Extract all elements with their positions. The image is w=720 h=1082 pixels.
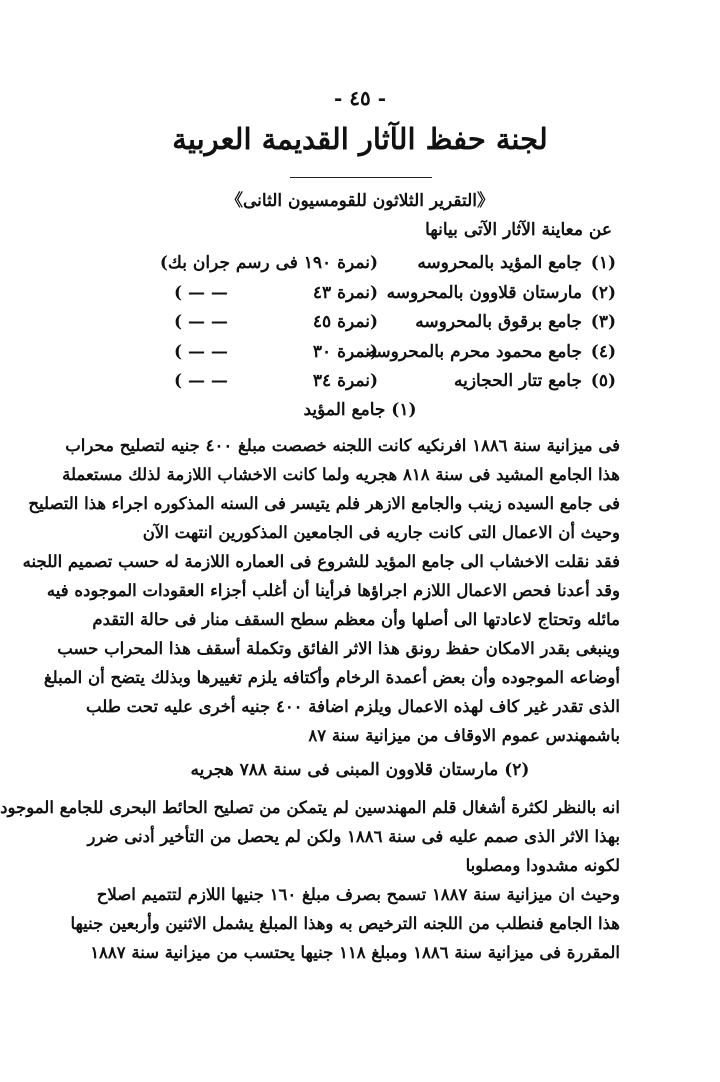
item-reference: (نمرة ٣٠ [312,341,378,362]
list-item [174,282,616,313]
text-line: بهذا الاثر الذى صمم عليه فى سنة ١٨٨٦ ولكن لم يحصل من التأخير أدنى ضرر [87,827,620,846]
text-line: لكونه مشدودا ومصلوبا [465,856,620,875]
list-item [159,253,616,283]
list-item [174,371,616,401]
item-number: (٢) [590,282,616,303]
text-line: وقد أعدنا فحص الاعمال اللازم اجراؤها فرأينا أن أغلب أجزاء العقودات الموجوده فيه [46,581,620,600]
section-body-qalawun-1 [0,793,620,880]
item-reference: (نمرة ٤٥ [312,312,378,332]
item-number: (٣) [590,312,616,332]
page-number: - ٤٥ - [333,86,386,110]
text-line: فى جامع السيده زينب والجامع الازهر فلم يتيسر فى السنه المذكوره اجراء هذا التصليح [28,494,620,513]
text-line: وينبغى بقدر الامكان حفظ رونق هذا الاثر الفائق وتكملة أسقف هذا المحراب حسب [57,639,620,658]
text-line: فقد نقلت الاخشاب الى جامع المؤيد للشروع فى العماره اللازمة له حسب تصميم اللجنه [22,552,620,571]
item-reference: (نمرة ٣٤ [312,371,378,391]
section-heading-qalawun: (٢) مارستان قلاوون المبنى فى سنة ٧٨٨ هجريه [190,760,530,780]
title-underline [290,177,432,178]
text-line: الذى تقدر غير كاف لهذه الاعمال ويلزم اضافة ٤٠٠ جنيه أخرى عليه تحت طلب [86,697,620,716]
text-line: باشمهندس عموم الاوقاف من ميزانية سنة ٨٧ [308,726,620,745]
item-name: جامع محمود محرم بالمحروسه [367,341,582,362]
text-line: وحيث أن الاعمال التى كانت جاريه فى الجامعين المذكورين انتهت الآن [142,523,620,542]
text-line: هذا الجامع المشيد فى سنة ٨١٨ هجريه ولما كانت الاخشاب اللازمة لذلك مستعملة [62,465,620,484]
item-reference: (نمرة ٤٣ [312,282,378,303]
text-line: انه بالنظر لكثرة أشغال قلم المهندسين لم يتمكن من تصليح الحائط البحرى للجامع الموجود [0,798,620,817]
text-line: مائله وتحتاج لاعادتها الى أصلها وأن معظم سطح السقف منار فى حالة التقدم [92,610,620,629]
item-name: جامع برقوق بالمحروسه [415,312,582,332]
list-item [174,312,616,342]
item-name: جامع تتار الحجازيه [453,371,582,391]
text-line: فى ميزانية سنة ١٨٨٦ افرنكيه كانت اللجنه خصصت مبلغ ٤٠٠ جنيه لتصليح محراب [65,436,620,455]
item-name: جامع المؤيد بالمحروسه [417,253,582,273]
monument-list [159,253,616,401]
item-ditto: — — ) [174,312,228,332]
page-title: لجنة حفظ الآثار القديمة العربية [172,122,548,156]
item-reference: (نمرة ١٩٠ فى رسم جران بك) [159,253,378,273]
item-ditto: — — ) [174,282,228,303]
report-subtitle: 《التقرير الثلاثون للقومسيون الثانى》 [225,191,495,211]
item-number: (١) [590,253,616,273]
text-line: المقررة فى ميزانية سنة ١٨٨٦ ومبلغ ١١٨ جنيها يحتسب من ميزانية سنة ١٨٨٧ [90,943,620,962]
item-name: مارستان قلاوون بالمحروسه [386,282,582,303]
text-line: وحيث ان ميزانية سنة ١٨٨٧ تسمح بصرف مبلغ ١٦٠ جنيها اللازم لتتميم اصلاح [96,885,620,904]
section-heading-muayyad: (١) جامع المؤيد [303,400,417,420]
list-item [174,341,616,372]
item-ditto: — — ) [174,341,228,362]
item-number: (٤) [590,341,616,362]
section-body-qalawun-2 [70,880,620,967]
intro-line: عن معاينة الآثار الآتى بيانها [425,220,612,240]
section-body-muayyad [22,431,620,750]
text-line: أوضاعه الموجوده وأن بعض أعمدة الرخام وأكتافه يلزم تغييرها وبذلك يتضح أن المبلغ [43,668,620,687]
item-number: (٥) [590,371,616,391]
item-ditto: — — ) [174,371,228,391]
text-line: هذا الجامع فنطلب من اللجنه الترخيص به وهذا المبلغ يشمل الاثنين وأربعين جنيها [70,914,620,933]
